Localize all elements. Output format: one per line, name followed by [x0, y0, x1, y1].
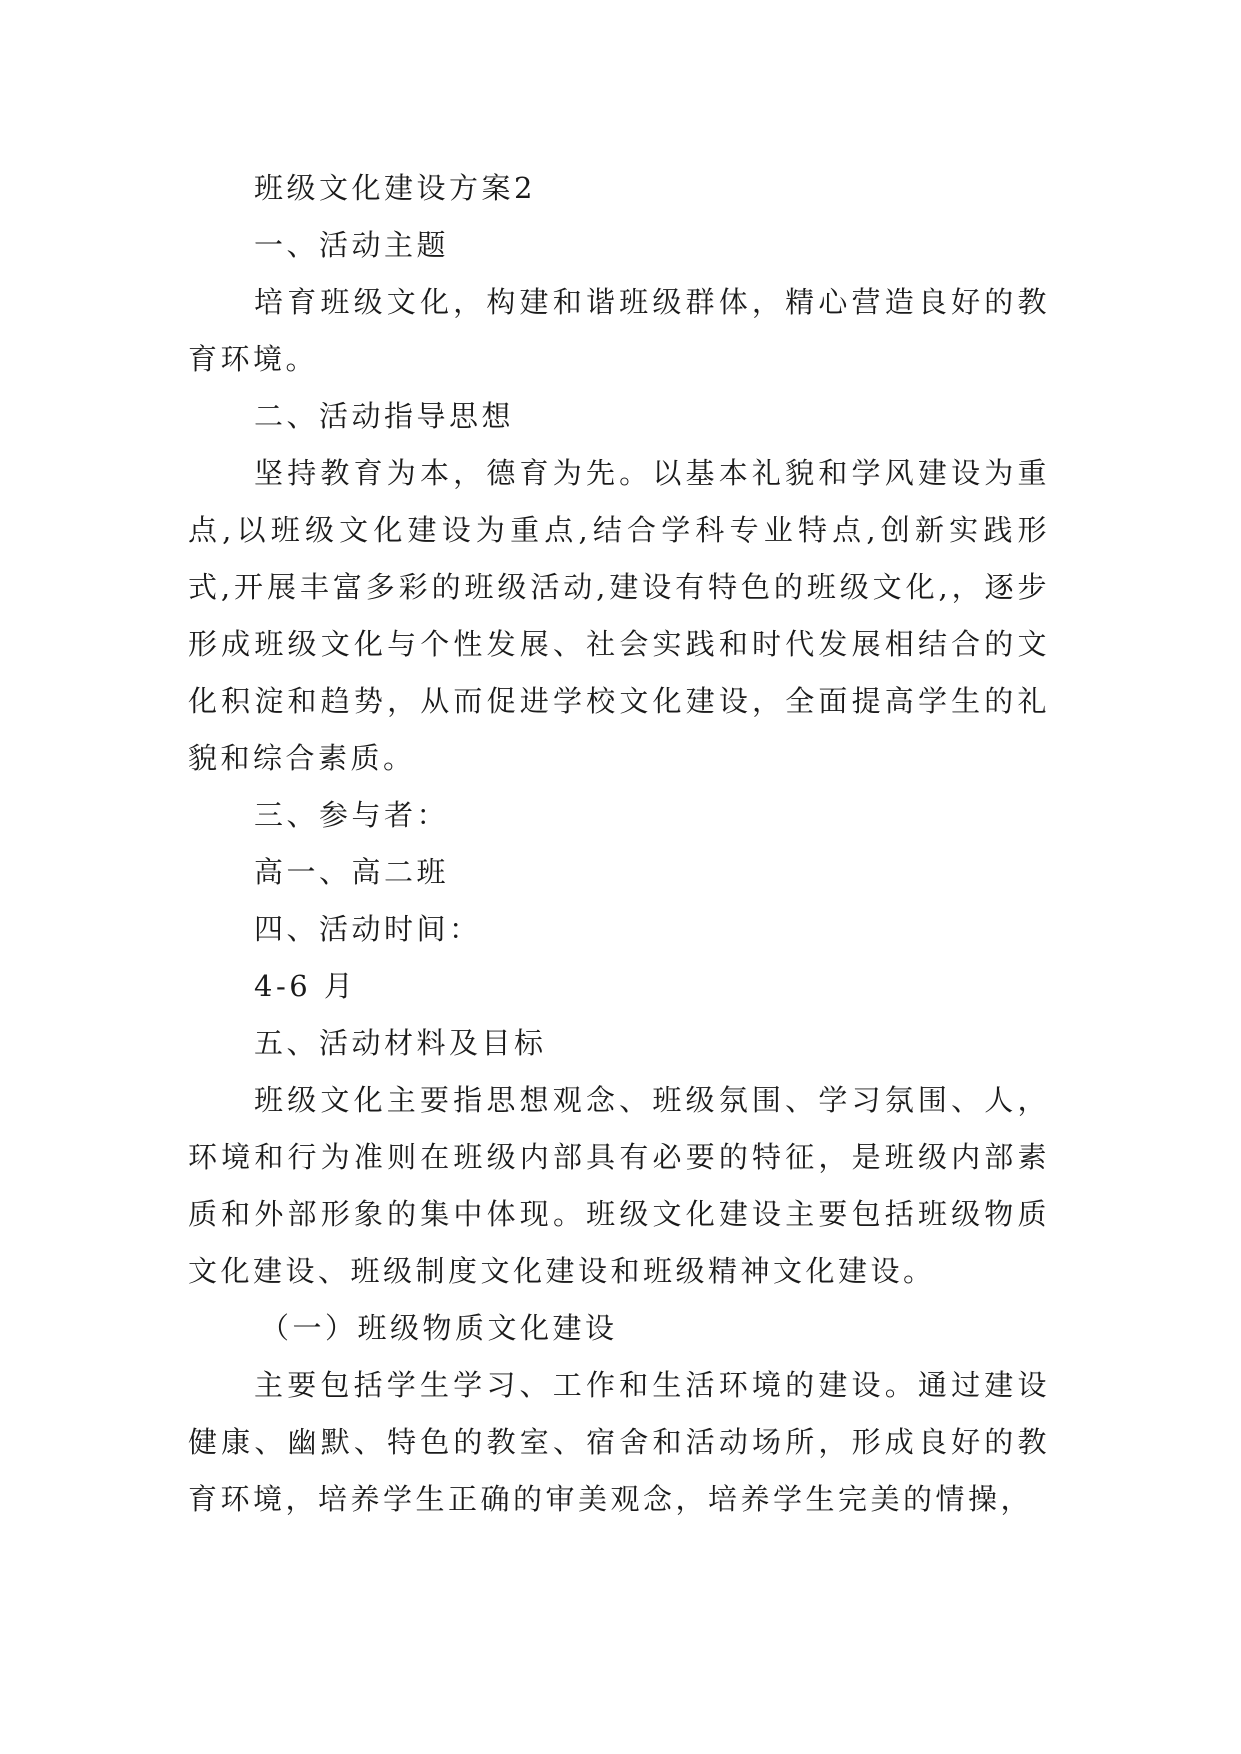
subsection-heading-material-culture: （一）班级物质文化建设: [260, 1311, 618, 1345]
section-heading-materials-goals: 五、活动材料及目标: [254, 1026, 547, 1060]
document-title: 班级文化建设方案2: [254, 171, 536, 205]
section-body-participants: 高一、高二班: [254, 855, 450, 889]
section-body-time: 4-6 月: [254, 969, 357, 1003]
section-heading-theme: 一、活动主题: [254, 228, 450, 262]
subsection-body-material-culture: 主要包括学生学习、工作和生活环境的建设。通过建设健康、幽默、特色的教室、宿舍和活动场所，形成良好的教育环境，培养学生正确的审美观念，培养学生完美的情操，: [188, 1368, 1050, 1516]
section-heading-guiding-idea: 二、活动指导思想: [254, 399, 515, 433]
section-body-theme: 培育班级文化，构建和谐班级群体，精心营造良好的教育环境。: [188, 285, 1050, 376]
section-heading-participants: 三、参与者：: [254, 798, 450, 832]
section-body-materials-goals: 班级文化主要指思想观念、班级氛围、学习氛围、人，环境和行为准则在班级内部具有必要的特征，是班级内部素质和外部形象的集中体现。班级文化建设主要包括班级物质文化建设、班级制度文化建设和班级精神文化建设。: [188, 1083, 1050, 1288]
document-body: [188, 160, 1050, 1528]
section-heading-time: 四、活动时间：: [254, 912, 482, 946]
section-body-guiding-idea: 坚持教育为本，德育为先。以基本礼貌和学风建设为重点,以班级文化建设为重点,结合学科专业特点,创新实践形式,开展丰富多彩的班级活动,建设有特色的班级文化,，逐步形成班级文化与个性发展、社会实践和时代发展相结合的文化积淀和趋势，从而促进学校文化建设，全面提高学生的礼貌和综合素质。: [188, 456, 1050, 775]
